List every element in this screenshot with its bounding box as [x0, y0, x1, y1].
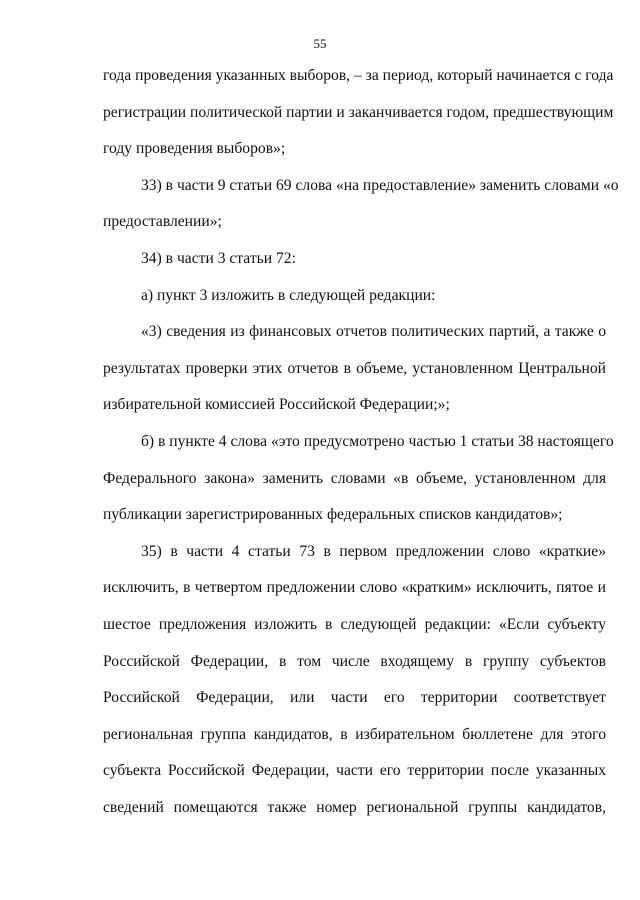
- text-line: 34) в части 3 статьи 72:: [141, 249, 296, 267]
- text-line: Федерального закона» заменить словами «в объеме, установленном для: [103, 469, 606, 487]
- text-line: результатах проверки этих отчетов в объеме, установленном Центральной: [103, 359, 606, 377]
- text-line: «3) сведения из финансовых отчетов политических партий, а также о: [141, 323, 606, 341]
- text-line: 33) в части 9 статьи 69 слова «на предоставление» заменить словами «о: [141, 176, 619, 194]
- text-line: году проведения выборов»;: [103, 140, 286, 158]
- text-line: года проведения указанных выборов, – за период, который начинается с года: [103, 67, 614, 84]
- text-line: предоставлении»;: [103, 213, 222, 231]
- text-line: а) пункт 3 изложить в следующей редакции:: [141, 286, 436, 304]
- text-line: Российской Федерации, в том числе входящему в группу субъектов: [103, 652, 606, 670]
- text-line: субъекта Российской Федерации, части его территории после указанных: [103, 762, 606, 780]
- text-line: публикации зарегистрированных федеральных списков кандидатов»;: [103, 506, 563, 524]
- text-line: б) в пункте 4 слова «это предусмотрено частью 1 статьи 38 настоящего: [141, 432, 614, 450]
- text-line: исключить, в четвертом предложении слово «кратким» исключить, пятое и: [103, 579, 606, 597]
- text-line: избирательной комиссией Российской Федерации;»;: [103, 396, 450, 414]
- text-line: 35) в части 4 статьи 73 в первом предложении слово «краткие»: [141, 542, 606, 560]
- document-body: [103, 58, 619, 826]
- text-line: региональная группа кандидатов, в избирательном бюллетене для этого: [103, 725, 606, 743]
- text-line: регистрации политической партии и заканчивается годом, предшествующим: [103, 103, 614, 121]
- text-line: Российской Федерации, или части его территории соответствует: [103, 689, 606, 707]
- text-line: шестое предложения изложить в следующей редакции: «Если субъекту: [103, 615, 606, 633]
- page-number: 55: [313, 36, 327, 51]
- text-line: сведений помещаются также номер региональной группы кандидатов,: [103, 798, 606, 816]
